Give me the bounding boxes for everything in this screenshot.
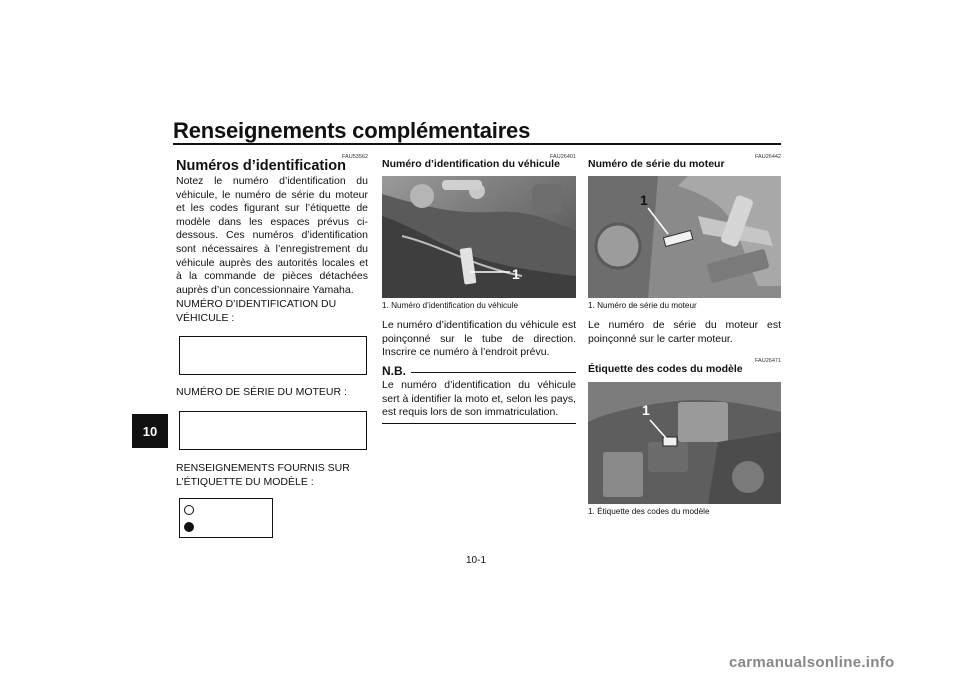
engine-caption: 1. Numéro de série du moteur (588, 301, 697, 310)
note-bottom-rule (382, 423, 576, 424)
model-label-line2: L’ÉTIQUETTE DU MODÈLE : (176, 475, 314, 488)
engine-paragraph: Le numéro de série du moteur est poinçonné sur le carter moteur. (588, 319, 781, 345)
header-rule (173, 143, 781, 145)
section-heading: Numéros d’identification (176, 158, 346, 174)
page-number: 10-1 (466, 555, 487, 566)
watermark: carmanualsonline.info (729, 654, 895, 671)
vin-caption: 1. Numéro d’identification du véhicule (382, 301, 519, 310)
engine-photo-illustration (588, 176, 781, 298)
chapter-tab: 10 (132, 414, 168, 448)
section-code: FAU26442 (755, 154, 781, 160)
engine-callout: 1 (640, 192, 648, 208)
vin-heading: Numéro d’identification du véhicule (382, 158, 560, 170)
model-label-caption: 1. Étiquette des codes du modèle (588, 507, 710, 516)
page-title: Renseignements complémentaires (173, 118, 531, 143)
vin-label-line1: NUMÉRO D’IDENTIFICATION DU (176, 298, 337, 310)
vin-label (176, 298, 376, 325)
note-top-rule (411, 372, 576, 373)
engine-photo (588, 176, 781, 298)
section-code: FAU53562 (342, 154, 368, 160)
model-entry-box[interactable] (179, 498, 273, 538)
vin-paragraph: Le numéro d’identification du véhicule est poinçonné sur le tube de direction. Inscrire ce numéro à l’endroit prévu. (382, 319, 576, 359)
vin-entry-box[interactable] (179, 336, 367, 375)
note-title: N.B. (382, 364, 406, 378)
engine-entry-box[interactable] (179, 411, 367, 450)
engine-heading: Numéro de série du moteur (588, 158, 725, 170)
model-label (176, 462, 376, 489)
vin-photo (382, 176, 576, 298)
section-code: FAU26401 (550, 154, 576, 160)
engine-label: NUMÉRO DE SÉRIE DU MOTEUR : (176, 386, 347, 398)
intro-paragraph: Notez le numéro d’identification du véhicule, le numéro de série du moteur et les codes figurant sur l’étiquette de modèle dans les espaces prévus ci-dessous. Ces numéros d’identification sont nécessaires à l’enregistrement du véhicule auprès des autorités locales et à la commande de pièces détachées auprès d’un concessionnaire Yamaha. (176, 175, 368, 296)
model-label-photo-illustration (588, 382, 781, 504)
model-label-heading: Étiquette des codes du modèle (588, 363, 743, 375)
vin-callout: 1 (512, 266, 520, 282)
vin-label-line2: VÉHICULE : (176, 311, 235, 324)
model-label-photo (588, 382, 781, 504)
filled-circle-icon (184, 522, 194, 532)
section-code: FAU26471 (755, 358, 781, 364)
vin-photo-illustration (382, 176, 576, 298)
note-text: Le numéro d’identification du véhicule sert à identifier la moto et, selon les pays, est requis lors de son immatriculation. (382, 379, 576, 419)
open-circle-icon (184, 505, 194, 515)
model-label-line1: RENSEIGNEMENTS FOURNIS SUR (176, 462, 350, 474)
model-label-callout: 1 (642, 402, 650, 418)
